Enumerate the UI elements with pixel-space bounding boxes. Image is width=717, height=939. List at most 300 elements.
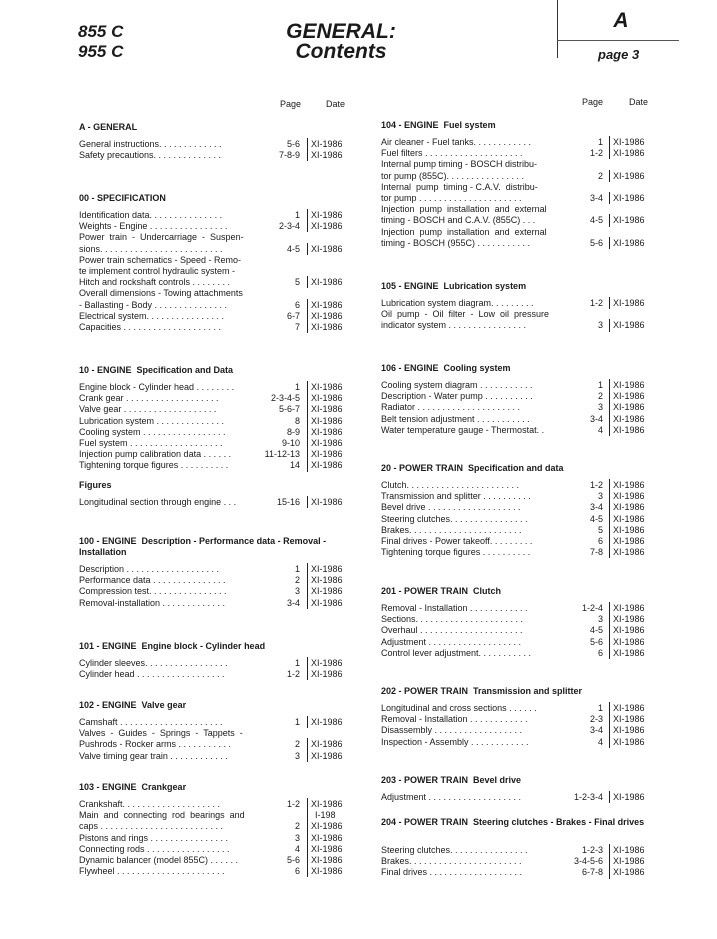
entry-title xyxy=(381,480,519,491)
toc-entry[interactable] xyxy=(79,844,371,855)
entry-title-line: Removal - Installation . . . . . . . . . . . . xyxy=(381,714,528,725)
toc-entry[interactable] xyxy=(381,845,673,856)
entry-title xyxy=(79,586,227,597)
entry-title xyxy=(381,525,522,536)
section-subtitle: Cooling system xyxy=(443,363,511,373)
entry-page: 3 xyxy=(597,614,603,625)
toc-entry[interactable] xyxy=(79,751,371,762)
entry-page: 15-16 xyxy=(276,497,300,507)
entry-title-line: Engine block - Cylinder head . . . . . . . . xyxy=(79,382,235,392)
entry-divider xyxy=(609,214,610,226)
entry-title-line: Lubrication system . . . . . . . . . . . . . . xyxy=(79,415,225,426)
entry-page: 11-12-13 xyxy=(264,449,300,460)
entry-title xyxy=(381,737,529,748)
entry-title-line: Internal pump timing - BOSCH distribu- xyxy=(381,159,538,170)
entry-title-line: Power train - Undercarriage - Suspen- xyxy=(79,232,244,243)
entry-title-line: Injection pump installation and external xyxy=(381,226,547,237)
toc-entry[interactable] xyxy=(381,425,673,436)
section-subtitle: Lubrication system xyxy=(443,281,527,291)
entry-page: 6-7 xyxy=(286,310,300,321)
entry-title xyxy=(79,460,228,471)
entry-title-line: Removal - Installation . . . . . . . . . . . . xyxy=(381,603,528,613)
entry-date: XI-1986 xyxy=(311,210,343,220)
entry-title xyxy=(381,402,520,413)
toc-entry[interactable] xyxy=(381,148,673,159)
entry-date: XI-1986 xyxy=(311,415,343,426)
entry-date: XI-1986 xyxy=(613,391,645,402)
entry-date: XI-1986 xyxy=(311,821,343,832)
entry-title xyxy=(79,751,228,762)
entry-date: XI-1986 xyxy=(613,614,645,625)
toc-entry[interactable] xyxy=(79,799,371,810)
entry-title xyxy=(79,382,234,393)
toc-entry[interactable] xyxy=(381,614,673,625)
entry-title-line: Transmission and splitter . . . . . . . . . . xyxy=(381,491,531,502)
toc-entry[interactable] xyxy=(79,438,371,449)
entry-title-line: Water temperature gauge - Thermostat. . xyxy=(381,424,545,435)
page-title xyxy=(255,22,427,62)
model-855c: 855 C xyxy=(78,22,124,41)
entry-date: XI-1986 xyxy=(311,564,343,574)
toc-entry[interactable] xyxy=(381,514,673,525)
entry-title xyxy=(79,799,220,810)
toc-entry[interactable] xyxy=(79,728,371,750)
entry-page: 1 xyxy=(294,210,300,220)
entry-title-line: Adjustment . . . . . . . . . . . . . . . . . . . xyxy=(381,792,522,802)
entry-divider xyxy=(307,597,308,609)
entry-page: 5-6 xyxy=(589,237,603,248)
entry-title-line: Longitudinal section through engine . . . xyxy=(79,497,237,507)
entry-title-line: Pistons and rings . . . . . . . . . . . . . . . . xyxy=(79,832,229,843)
entry-page: 3-4 xyxy=(589,413,603,424)
entry-title xyxy=(79,288,243,310)
toc-entry[interactable] xyxy=(381,182,673,204)
entry-page: 6 xyxy=(597,647,603,658)
entry-page: 1 xyxy=(294,658,300,668)
entry-date: XI-1986 xyxy=(311,586,343,597)
entry-title-line: Longitudinal and cross sections . . . . . . xyxy=(381,703,537,713)
section-heading xyxy=(381,586,651,597)
toc-entry[interactable] xyxy=(79,810,371,832)
section-heading xyxy=(381,120,651,131)
section-title: 101 - ENGINE xyxy=(79,641,137,651)
entry-date: XI-1986 xyxy=(311,404,343,415)
section-title: 105 - ENGINE xyxy=(381,281,439,291)
toc-entry[interactable] xyxy=(79,221,371,232)
toc-entry[interactable] xyxy=(381,547,673,558)
entry-title-line: Fuel filters . . . . . . . . . . . . . . . . . . . . xyxy=(381,148,523,159)
entry-title xyxy=(381,491,531,502)
toc-entry[interactable] xyxy=(381,637,673,648)
entry-page: 4 xyxy=(597,424,603,435)
entry-date: XI-1986 xyxy=(613,536,645,546)
section-heading xyxy=(79,122,349,133)
entry-divider xyxy=(307,321,308,333)
entry-title-line: Camshaft . . . . . . . . . . . . . . . . . . . . . xyxy=(79,717,223,727)
entry-date: XI-1986 xyxy=(613,524,645,535)
entry-date: XI-1986 xyxy=(311,243,343,254)
toc-entry[interactable] xyxy=(79,255,371,289)
entry-divider xyxy=(609,866,610,878)
section-heading xyxy=(79,365,349,376)
entry-date: XI-1986 xyxy=(613,380,645,390)
title-general: GENERAL: xyxy=(286,20,396,43)
toc-entry[interactable] xyxy=(79,855,371,866)
entry-date: XI-1986 xyxy=(613,725,645,736)
section-title: 00 - SPECIFICATION xyxy=(79,193,166,203)
entry-date: XI-1986 xyxy=(613,320,645,331)
section-title: 102 - ENGINE xyxy=(79,700,137,710)
entry-date: XI-1986 xyxy=(613,170,645,181)
entry-page: 4-5 xyxy=(589,513,603,524)
entry-title xyxy=(79,322,221,333)
page-number: page 3 xyxy=(598,47,640,62)
section-subtitle: Clutch xyxy=(473,586,502,596)
entry-title-line: Clutch. . . . . . . . . . . . . . . . . . . . . . . xyxy=(381,480,520,490)
entry-date: XI-1986 xyxy=(311,750,343,761)
entry-date: XI-1986 xyxy=(613,736,645,747)
entry-title xyxy=(381,637,521,648)
entry-title-line: Belt tension adjustment . . . . . . . . . . . xyxy=(381,413,530,424)
section-heading xyxy=(381,686,651,697)
toc-entry[interactable] xyxy=(381,603,673,614)
entry-title xyxy=(381,391,533,402)
entry-title xyxy=(381,159,537,181)
toc-entry[interactable] xyxy=(79,598,371,609)
entry-title-line: Adjustment . . . . . . . . . . . . . . . . . . . xyxy=(381,636,522,647)
toc-entry[interactable] xyxy=(381,867,673,878)
entry-title-line: Valves - Guides - Springs - Tappets - xyxy=(79,728,243,739)
section-subtitle: Description - Performance data - Removal - Installation xyxy=(79,536,327,557)
entry-divider xyxy=(609,147,610,159)
toc-entry[interactable] xyxy=(381,625,673,636)
toc-entry[interactable] xyxy=(79,449,371,460)
entry-date: XI-1986 xyxy=(311,669,343,680)
entry-title xyxy=(381,298,534,309)
section-title: 203 - POWER TRAIN xyxy=(381,775,469,785)
entry-title xyxy=(79,866,225,877)
section-title: Figures xyxy=(79,480,112,490)
entry-date: XI-1986 xyxy=(613,298,645,308)
toc-entry[interactable] xyxy=(79,866,371,877)
entry-date: XI-1986 xyxy=(613,547,645,558)
entry-divider xyxy=(307,865,308,877)
entry-title-line: Fuel system . . . . . . . . . . . . . . . . . . . xyxy=(79,438,223,448)
section-title: 104 - ENGINE xyxy=(381,120,439,130)
entry-date: XI-1986 xyxy=(311,426,343,437)
model-names xyxy=(78,22,123,62)
entry-date: XI-1986 xyxy=(613,148,645,159)
toc-entry[interactable] xyxy=(79,288,371,310)
entry-title xyxy=(381,714,528,725)
entry-title xyxy=(79,393,219,404)
entry-title-line: Flywheel . . . . . . . . . . . . . . . . . . . . . . xyxy=(79,866,225,877)
entry-page: 6 xyxy=(597,536,603,546)
entry-divider xyxy=(609,791,610,803)
section-heading xyxy=(79,193,349,204)
entry-title-line: Steering clutches. . . . . . . . . . . . . . . . xyxy=(381,513,528,524)
entry-divider xyxy=(609,736,610,748)
toc-entry[interactable] xyxy=(381,402,673,413)
entry-title xyxy=(381,614,523,625)
entry-date: XI-1986 xyxy=(311,322,343,332)
entry-page: 1-2-4 xyxy=(581,603,603,613)
entry-date: XI-1986 xyxy=(311,855,343,865)
toc-entry[interactable] xyxy=(381,648,673,659)
entry-title-line: Pushrods - Rocker arms . . . . . . . . . . . xyxy=(79,739,232,750)
entry-page: 7 xyxy=(294,322,300,332)
entry-title-line: Tightening torque figures . . . . . . . . . . xyxy=(79,460,229,471)
entry-page: 3-4 xyxy=(286,597,300,608)
entry-title xyxy=(381,309,549,331)
toc-entry[interactable] xyxy=(381,309,673,331)
entry-date: XI-1986 xyxy=(311,866,343,877)
toc-entry[interactable] xyxy=(381,725,673,736)
entry-date: XI-1986 xyxy=(613,237,645,248)
entry-title xyxy=(79,728,243,750)
toc-entry[interactable] xyxy=(79,497,371,508)
entry-date: XI-1986 xyxy=(311,277,343,288)
toc-entry[interactable] xyxy=(79,393,371,404)
toc-entry[interactable] xyxy=(79,460,371,471)
toc-entry[interactable] xyxy=(79,139,371,150)
entry-date: XI-1986 xyxy=(613,424,645,435)
entry-title-line: tor pump . . . . . . . . . . . . . . . . . . . . . xyxy=(381,193,522,203)
entry-page: 4 xyxy=(294,843,300,854)
toc-entry[interactable] xyxy=(381,227,673,249)
toc-entry[interactable] xyxy=(381,159,673,181)
entry-date: XI-1986 xyxy=(613,845,645,855)
entry-date: XI-1986 xyxy=(311,799,343,809)
entry-title-line: Valve timing gear train . . . . . . . . . . . . xyxy=(79,750,228,761)
entry-page: 1 xyxy=(597,137,603,147)
toc-entry[interactable] xyxy=(381,714,673,725)
entry-title-line: Power train schematics - Speed - Remo- xyxy=(79,254,242,265)
entry-date: XI-1986 xyxy=(311,221,343,232)
entry-title-line: Final drives . . . . . . . . . . . . . . . . . . . xyxy=(381,867,523,878)
entry-title xyxy=(381,502,521,513)
toc-entry[interactable] xyxy=(381,137,673,148)
toc-entry[interactable] xyxy=(381,298,673,309)
section-title: A - GENERAL xyxy=(79,122,138,132)
toc-entry[interactable] xyxy=(381,414,673,425)
entry-title xyxy=(79,658,228,669)
entry-date: XI-1986 xyxy=(311,139,343,149)
toc-entry[interactable] xyxy=(381,480,673,491)
toc-entry[interactable] xyxy=(79,669,371,680)
entry-title-line: Radiator . . . . . . . . . . . . . . . . . . . . . xyxy=(381,402,521,413)
toc-entry[interactable] xyxy=(381,525,673,536)
entry-page: 1-2-3-4 xyxy=(573,792,603,802)
entry-date: I-198 xyxy=(315,810,336,821)
entry-page: 3 xyxy=(597,491,603,502)
entry-date: XI-1986 xyxy=(613,491,645,502)
entry-title-line: Brakes. . . . . . . . . . . . . . . . . . . . . . . xyxy=(381,524,522,535)
entry-title-line: Connecting rods . . . . . . . . . . . . . . . . . xyxy=(79,843,230,854)
entry-date: XI-1986 xyxy=(311,575,343,586)
section-title: 100 - ENGINE xyxy=(79,536,137,546)
entry-title-line: Injection pump calibration data . . . . . . xyxy=(79,449,232,460)
entry-date: XI-1986 xyxy=(613,792,645,802)
entry-title xyxy=(381,182,538,204)
entry-title xyxy=(79,150,221,161)
entry-page: 5 xyxy=(597,524,603,535)
entry-title xyxy=(79,438,223,449)
model-955c: 955 C xyxy=(78,42,124,61)
entry-title-line: Compression test. . . . . . . . . . . . . . . . xyxy=(79,586,227,597)
toc-entry[interactable] xyxy=(381,491,673,502)
entry-date: XI-1986 xyxy=(311,717,343,727)
entry-title xyxy=(381,725,522,736)
entry-page: 1-2-3 xyxy=(581,845,603,855)
entry-title xyxy=(79,844,230,855)
toc-entry[interactable] xyxy=(79,658,371,669)
entry-title-line: Description . . . . . . . . . . . . . . . . . . . xyxy=(79,564,220,574)
section-title: 201 - POWER TRAIN xyxy=(381,586,469,596)
entry-title-line: Tightening torque figures . . . . . . . . . . xyxy=(381,547,531,558)
entry-page: 3 xyxy=(294,832,300,843)
section-title: 10 - ENGINE xyxy=(79,365,132,375)
title-contents: Contents xyxy=(295,40,387,63)
entry-title-line: Steering clutches. . . . . . . . . . . . . . . . xyxy=(381,845,528,855)
entry-date: XI-1986 xyxy=(311,382,343,392)
entry-date: XI-1986 xyxy=(613,703,645,713)
entry-divider xyxy=(307,459,308,471)
entry-date: XI-1986 xyxy=(613,215,645,226)
entry-title xyxy=(79,139,222,150)
section-heading xyxy=(381,775,651,786)
entry-divider xyxy=(307,496,308,508)
toc-entry[interactable] xyxy=(79,564,371,575)
entry-title-line: Oil pump - Oil filter - Low oil pressure xyxy=(381,309,550,320)
entry-date: XI-1986 xyxy=(311,597,343,608)
entry-title-line: Electrical system. . . . . . . . . . . . . . . . xyxy=(79,310,225,321)
entry-title-line: Description - Water pump . . . . . . . . . . xyxy=(381,391,533,402)
entry-title-line: Final drives - Power takeoff. . . . . . . . . xyxy=(381,536,533,546)
entry-divider xyxy=(307,243,308,255)
toc-entry[interactable] xyxy=(79,232,371,254)
entry-page: 1 xyxy=(597,703,603,713)
entry-title-line: Performance data . . . . . . . . . . . . . . . xyxy=(79,575,226,586)
entry-page: 1 xyxy=(294,717,300,727)
entry-divider xyxy=(609,647,610,659)
entry-page: 8-9 xyxy=(286,426,300,437)
toc-entry[interactable] xyxy=(381,502,673,513)
entry-title xyxy=(381,792,521,803)
toc-entry[interactable] xyxy=(79,404,371,415)
entry-title-line: Weights - Engine . . . . . . . . . . . . . . . . xyxy=(79,221,228,232)
entry-divider xyxy=(307,750,308,762)
entry-title-line: Brakes. . . . . . . . . . . . . . . . . . . . . . . xyxy=(381,856,522,867)
toc-entry[interactable] xyxy=(381,856,673,867)
toc-entry[interactable] xyxy=(79,322,371,333)
entry-page: 3 xyxy=(597,320,603,331)
entry-title xyxy=(381,414,530,425)
column-header-page: Page xyxy=(582,97,604,107)
toc-entry[interactable] xyxy=(79,427,371,438)
entry-title xyxy=(381,227,547,249)
entry-title xyxy=(79,210,222,221)
toc-entry[interactable] xyxy=(79,833,371,844)
section-heading xyxy=(79,480,349,491)
entry-divider xyxy=(307,149,308,161)
entry-title xyxy=(79,232,244,254)
toc-entry[interactable] xyxy=(381,204,673,226)
toc-entry[interactable] xyxy=(79,150,371,161)
entry-title xyxy=(381,148,523,159)
section-title: 204 - POWER TRAIN xyxy=(381,817,469,827)
section-heading xyxy=(79,700,349,711)
entry-title xyxy=(381,856,522,867)
toc-entry[interactable] xyxy=(79,311,371,322)
entry-date: XI-1986 xyxy=(311,739,343,750)
entry-title xyxy=(79,575,226,586)
section-heading xyxy=(79,536,349,558)
entry-page: 3-4 xyxy=(589,192,603,203)
entry-divider xyxy=(307,716,308,728)
toc-entry[interactable] xyxy=(79,210,371,221)
entry-title-line: Overall dimensions - Towing attachments xyxy=(79,288,243,299)
entry-title-line: Crank gear . . . . . . . . . . . . . . . . . . . xyxy=(79,393,219,404)
toc-entry[interactable] xyxy=(381,703,673,714)
section-subtitle: Steering clutches - Brakes - Final drives xyxy=(473,817,645,827)
entry-page: 3-4-5-6 xyxy=(573,856,603,867)
toc-entry[interactable] xyxy=(381,792,673,803)
entry-title xyxy=(381,514,528,525)
entry-page: 4-5 xyxy=(286,243,300,254)
entry-title-line: Control lever adjustment. . . . . . . . . . . xyxy=(381,647,532,658)
toc-entry[interactable] xyxy=(79,382,371,393)
entry-title xyxy=(381,867,522,878)
entry-title-line: Main and connecting rod bearings and xyxy=(79,810,245,821)
section-heading xyxy=(381,463,651,474)
entry-divider xyxy=(609,546,610,558)
entry-date: XI-1986 xyxy=(613,867,645,878)
entry-title-line: tor pump (855C). . . . . . . . . . . . . . . . xyxy=(381,170,525,181)
entry-date: XI-1986 xyxy=(613,714,645,725)
entry-divider xyxy=(609,170,610,182)
entry-divider xyxy=(307,276,308,288)
entry-divider xyxy=(609,297,610,309)
entry-page: 2-3-4 xyxy=(278,221,300,232)
toc-entry[interactable] xyxy=(381,391,673,402)
entry-title xyxy=(79,598,225,609)
entry-page: 1-2 xyxy=(286,669,300,680)
section-subtitle: Fuel system xyxy=(443,120,496,130)
toc-entry[interactable] xyxy=(79,416,371,427)
toc-entry[interactable] xyxy=(79,586,371,597)
toc-entry[interactable] xyxy=(381,737,673,748)
entry-title-line: Removal-installation . . . . . . . . . . . . . xyxy=(79,597,226,608)
entry-title xyxy=(79,564,219,575)
toc-entry[interactable] xyxy=(381,536,673,547)
entry-title-line: Bevel drive . . . . . . . . . . . . . . . . . . . xyxy=(381,502,521,513)
entry-title xyxy=(79,221,227,232)
entry-title xyxy=(381,703,537,714)
toc-entry[interactable] xyxy=(381,380,673,391)
entry-divider xyxy=(307,809,308,832)
entry-title-line: timing - BOSCH (955C) . . . . . . . . . . . xyxy=(381,237,531,248)
entry-title-line: Cylinder sleeves. . . . . . . . . . . . . . . . . xyxy=(79,658,228,668)
section-subtitle: Transmission and splitter xyxy=(473,686,583,696)
section-heading xyxy=(381,817,651,828)
toc-entry[interactable] xyxy=(79,575,371,586)
section-title: 20 - POWER TRAIN xyxy=(381,463,464,473)
section-subtitle: Specification and data xyxy=(468,463,564,473)
toc-entry[interactable] xyxy=(79,717,371,728)
entry-date: XI-1986 xyxy=(613,502,645,513)
section-subtitle: Crankgear xyxy=(141,782,187,792)
